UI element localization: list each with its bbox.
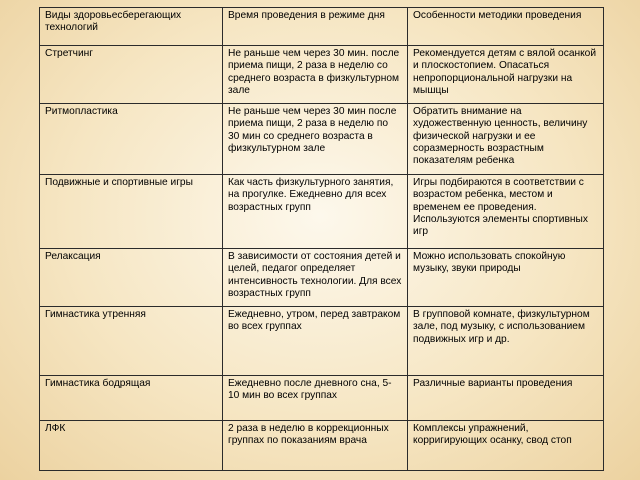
table-row [40, 376, 604, 421]
table-row [40, 249, 604, 307]
cell-type: Гимнастика утренняя [40, 307, 223, 376]
table-row [40, 104, 604, 175]
cell-time: Как часть физкультурного занятия, на прогулке. Ежедневно для всех возрастных групп [223, 175, 408, 249]
cell-type: Гимнастика бодрящая [40, 376, 223, 421]
cell-method: Игры подбираются в соответствии с возрастом ребенка, местом и временем ее проведения. Используются элементы спортивных игр [408, 175, 604, 249]
table-row [40, 46, 604, 104]
cell-method: В групповой комнате, физкультурном зале, под музыку, с использованием подвижных игр и др. [408, 307, 604, 376]
cell-method: Можно использовать спокойную музыку, звуки природы [408, 249, 604, 307]
header-row [40, 8, 604, 46]
cell-method: Различные варианты проведения [408, 376, 604, 421]
table-row [40, 421, 604, 471]
table-row [40, 307, 604, 376]
cell-method: Обратить внимание на художественную ценность, величину физической нагрузки и ее соразмерность возрастным показателям ребенка [408, 104, 604, 175]
cell-method: Рекомендуется детям с вялой осанкой и плоскостопием. Опасаться непропорциональной нагрузки на мышцы [408, 46, 604, 104]
cell-type: Подвижные и спортивные игры [40, 175, 223, 249]
cell-time: Не раньше чем через 30 мин после приема пищи, 2 раза в неделю по 30 мин со среднего возраста в физкультурном зале [223, 104, 408, 175]
cell-time: Не раньше чем через 30 мин. после приема пищи, 2 раза в неделю со среднего возраста в физкультурном зале [223, 46, 408, 104]
cell-time: Ежедневно после дневного сна, 5-10 мин во всех группах [223, 376, 408, 421]
cell-time: 2 раза в неделю в коррекционных группах по показаниям врача [223, 421, 408, 471]
technologies-table [39, 7, 604, 471]
table-row [40, 175, 604, 249]
header-cell-method: Особенности методики проведения [408, 8, 604, 46]
cell-type: Ритмопластика [40, 104, 223, 175]
cell-time: В зависимости от состояния детей и целей, педагог определяет интенсивность технологии. Для всех возрастных групп [223, 249, 408, 307]
header-cell-type: Виды здоровьесберегающих технологий [40, 8, 223, 46]
cell-time: Ежедневно, утром, перед завтраком во всех группах [223, 307, 408, 376]
cell-type: ЛФК [40, 421, 223, 471]
cell-type: Стретчинг [40, 46, 223, 104]
header-cell-time: Время проведения в режиме дня [223, 8, 408, 46]
cell-type: Релаксация [40, 249, 223, 307]
cell-method: Комплексы упражнений, корригирующих осанку, свод стоп [408, 421, 604, 471]
